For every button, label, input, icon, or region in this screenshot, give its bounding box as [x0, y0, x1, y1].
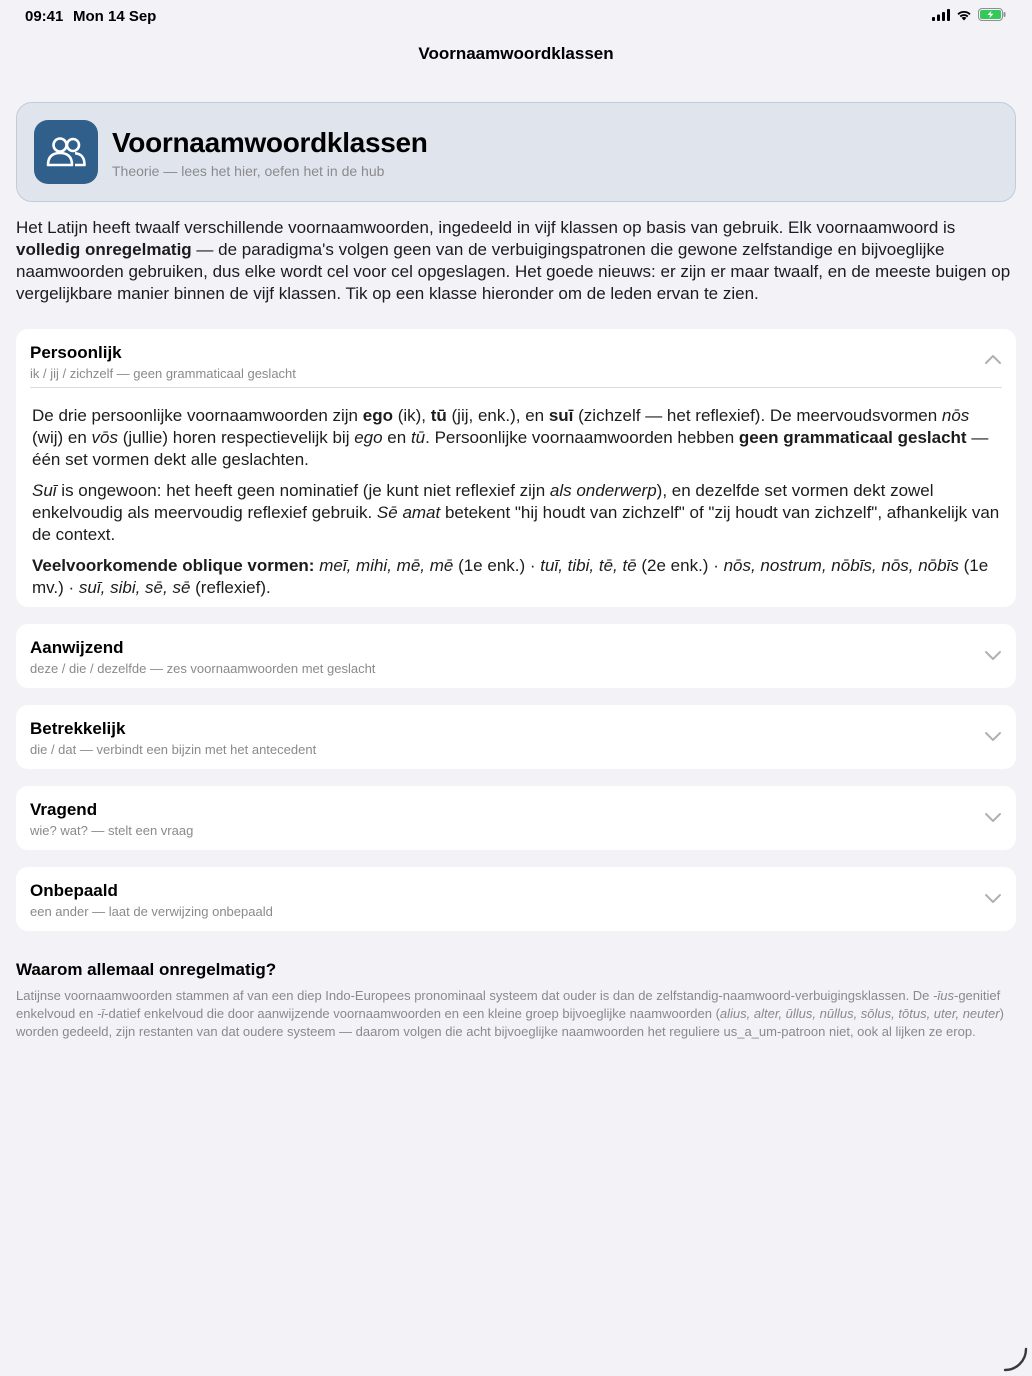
term: geen grammaticaal geslacht: [738, 428, 967, 447]
term: nōs: [941, 406, 970, 425]
text: (zichzelf — het reflexief). De meervoudsvormen: [573, 406, 942, 425]
text: (jij, enk.), en: [446, 406, 549, 425]
section-subtitle: deze / die / dezelfde — zes voornaamwoorden met geslacht: [30, 661, 376, 676]
text: De drie persoonlijke voornaamwoorden zijn: [32, 406, 363, 425]
section-body-persoonlijk: [16, 393, 1016, 599]
text: ) worden gedeeld, zijn restanten van dat oudere systeem — daarom volgen die acht bijvoeglijke naamwoorden het reguliere us_a_um-patroon niet, ook al lijken ze erop.: [16, 1006, 1004, 1039]
text: -genitief enkelvoud en: [16, 988, 1001, 1021]
intro-paragraph: [16, 217, 1016, 305]
header-icon-tile: [34, 120, 98, 184]
term: ego: [354, 428, 383, 447]
section-header-aanwijzend[interactable]: [16, 624, 1016, 688]
text: -datief enkelvoud die door aanwijzende voornaamwoorden en een kleine groep bijvoeglijke naamwoorden (: [104, 1006, 720, 1021]
section-header-onbepaald[interactable]: [16, 867, 1016, 931]
wifi-icon: [956, 9, 972, 21]
text: — één set vormen dekt alle geslachten.: [32, 428, 989, 469]
header-card: [16, 102, 1016, 202]
section-aanwijzend[interactable]: [16, 624, 1016, 688]
section-header-vragend[interactable]: [16, 786, 1016, 850]
chevron-down-icon[interactable]: [984, 810, 1002, 824]
status-time: 09:41: [25, 8, 64, 25]
intro-bold: volledig onregelmatig: [16, 240, 192, 259]
status-date: Mon 14 Sep: [73, 8, 157, 25]
term: tū: [410, 428, 426, 447]
chevron-down-icon[interactable]: [984, 648, 1002, 662]
term: -īus: [933, 988, 954, 1003]
term: Sē amat: [376, 503, 441, 522]
section-vragend[interactable]: [16, 786, 1016, 850]
text: (ik),: [392, 406, 431, 425]
intro-text-rest: — de paradigma's volgen geen van de verbuigingspatronen die gewone zelfstandige en bijvoeglijke naamwoorden gebruiken, dus elke wordt cel voor cel opgeslagen. Het goede nieuws: er zijn er maar twaalf, en de meeste buigen op vergelijkbare manier binnen de vijf klassen. Tik op een klasse hieronder om de leden ervan te zien.: [16, 240, 1011, 303]
form-list: tuī, tibi, tē, tē: [540, 556, 637, 575]
term: tū: [430, 406, 447, 425]
section-title: Onbepaald: [30, 881, 118, 900]
signal-icon: [932, 9, 950, 21]
section-title: Aanwijzend: [30, 638, 124, 657]
body-paragraph-3: [32, 555, 1000, 599]
body-paragraph-2: [32, 480, 1000, 546]
text: (jullie) horen respectievelijk bij: [117, 428, 355, 447]
section-title: Vragend: [30, 800, 98, 819]
text: (1e enk.) ·: [453, 556, 541, 575]
text: betekent "hij houdt van zichzelf" of "zij houdt van zichzelf", afhankelijk van de context.: [32, 503, 1000, 544]
text: (wij) en: [32, 428, 92, 447]
chevron-down-icon[interactable]: [984, 891, 1002, 905]
term: vōs: [91, 428, 118, 447]
chevron-up-icon[interactable]: [984, 353, 1002, 367]
form-list: suī, sibi, sē, sē: [78, 578, 191, 597]
page-title: Voornaamwoordklassen: [112, 127, 428, 158]
section-betrekkelijk[interactable]: [16, 705, 1016, 769]
section-persoonlijk: [16, 329, 1016, 607]
status-icons: [932, 8, 1006, 21]
term: Veelvoorkomende oblique vormen:: [32, 556, 315, 575]
text: ), en dezelfde set vormen dekt zowel enkelvoudig als meervoudig reflexief gebruik.: [32, 481, 934, 522]
form-list: nōs, nostrum, nōbīs, nōs, nōbīs: [723, 556, 959, 575]
status-bar: [0, 0, 1032, 32]
section-header-persoonlijk[interactable]: [16, 329, 1016, 393]
why-paragraph: [16, 987, 1012, 1041]
text: en: [382, 428, 411, 447]
section-subtitle: ik / jij / zichzelf — geen grammaticaal geslacht: [30, 366, 296, 381]
nav-title: Voornaamwoordklassen: [418, 44, 614, 63]
text: (1e mv.) ·: [32, 556, 989, 597]
section-divider: [30, 387, 1002, 388]
page-subtitle: Theorie — lees het hier, oefen het in de hub: [112, 163, 385, 179]
section-title: Persoonlijk: [30, 343, 122, 362]
why-heading: Waarom allemaal onregelmatig?: [16, 960, 277, 979]
resize-handle-icon[interactable]: [1002, 1346, 1028, 1372]
term: Suī: [32, 481, 57, 500]
section-subtitle: die / dat — verbindt een bijzin met het antecedent: [30, 742, 317, 757]
term: alius, alter, ūllus, nūllus, sōlus, tōtus, uter, neuter: [719, 1006, 1000, 1021]
term: suī: [548, 406, 574, 425]
section-subtitle: een ander — laat de verwijzing onbepaald: [30, 904, 273, 919]
section-title: Betrekkelijk: [30, 719, 126, 738]
text: is ongewoon: het heeft geen nominatief (je kunt niet reflexief zijn: [56, 481, 550, 500]
intro-text: Het Latijn heeft twaalf verschillende voornaamwoorden, ingedeeld in vijf klassen op basis van gebruik. Elk voornaamwoord is: [16, 218, 956, 237]
text: (2e enk.) ·: [636, 556, 724, 575]
text: (reflexief).: [190, 578, 271, 597]
people-icon: [45, 135, 87, 169]
term: -ī: [96, 1006, 105, 1021]
body-paragraph-1: [32, 405, 1000, 471]
section-subtitle: wie? wat? — stelt een vraag: [30, 823, 194, 838]
term: ego: [362, 406, 393, 425]
text: . Persoonlijke voornaamwoorden hebben: [425, 428, 739, 447]
chevron-down-icon[interactable]: [984, 729, 1002, 743]
section-onbepaald[interactable]: [16, 867, 1016, 931]
term: als onderwerp: [549, 481, 657, 500]
section-header-betrekkelijk[interactable]: [16, 705, 1016, 769]
battery-charging-icon: [978, 8, 1006, 21]
form-list: meī, mihi, mē, mē: [319, 556, 454, 575]
text: Latijnse voornaamwoorden stammen af van een diep Indo-Europees pronominaal systeem dat ouder is dan de zelfstandig-naamwoord-verbuigingsklassen. De: [16, 988, 934, 1003]
